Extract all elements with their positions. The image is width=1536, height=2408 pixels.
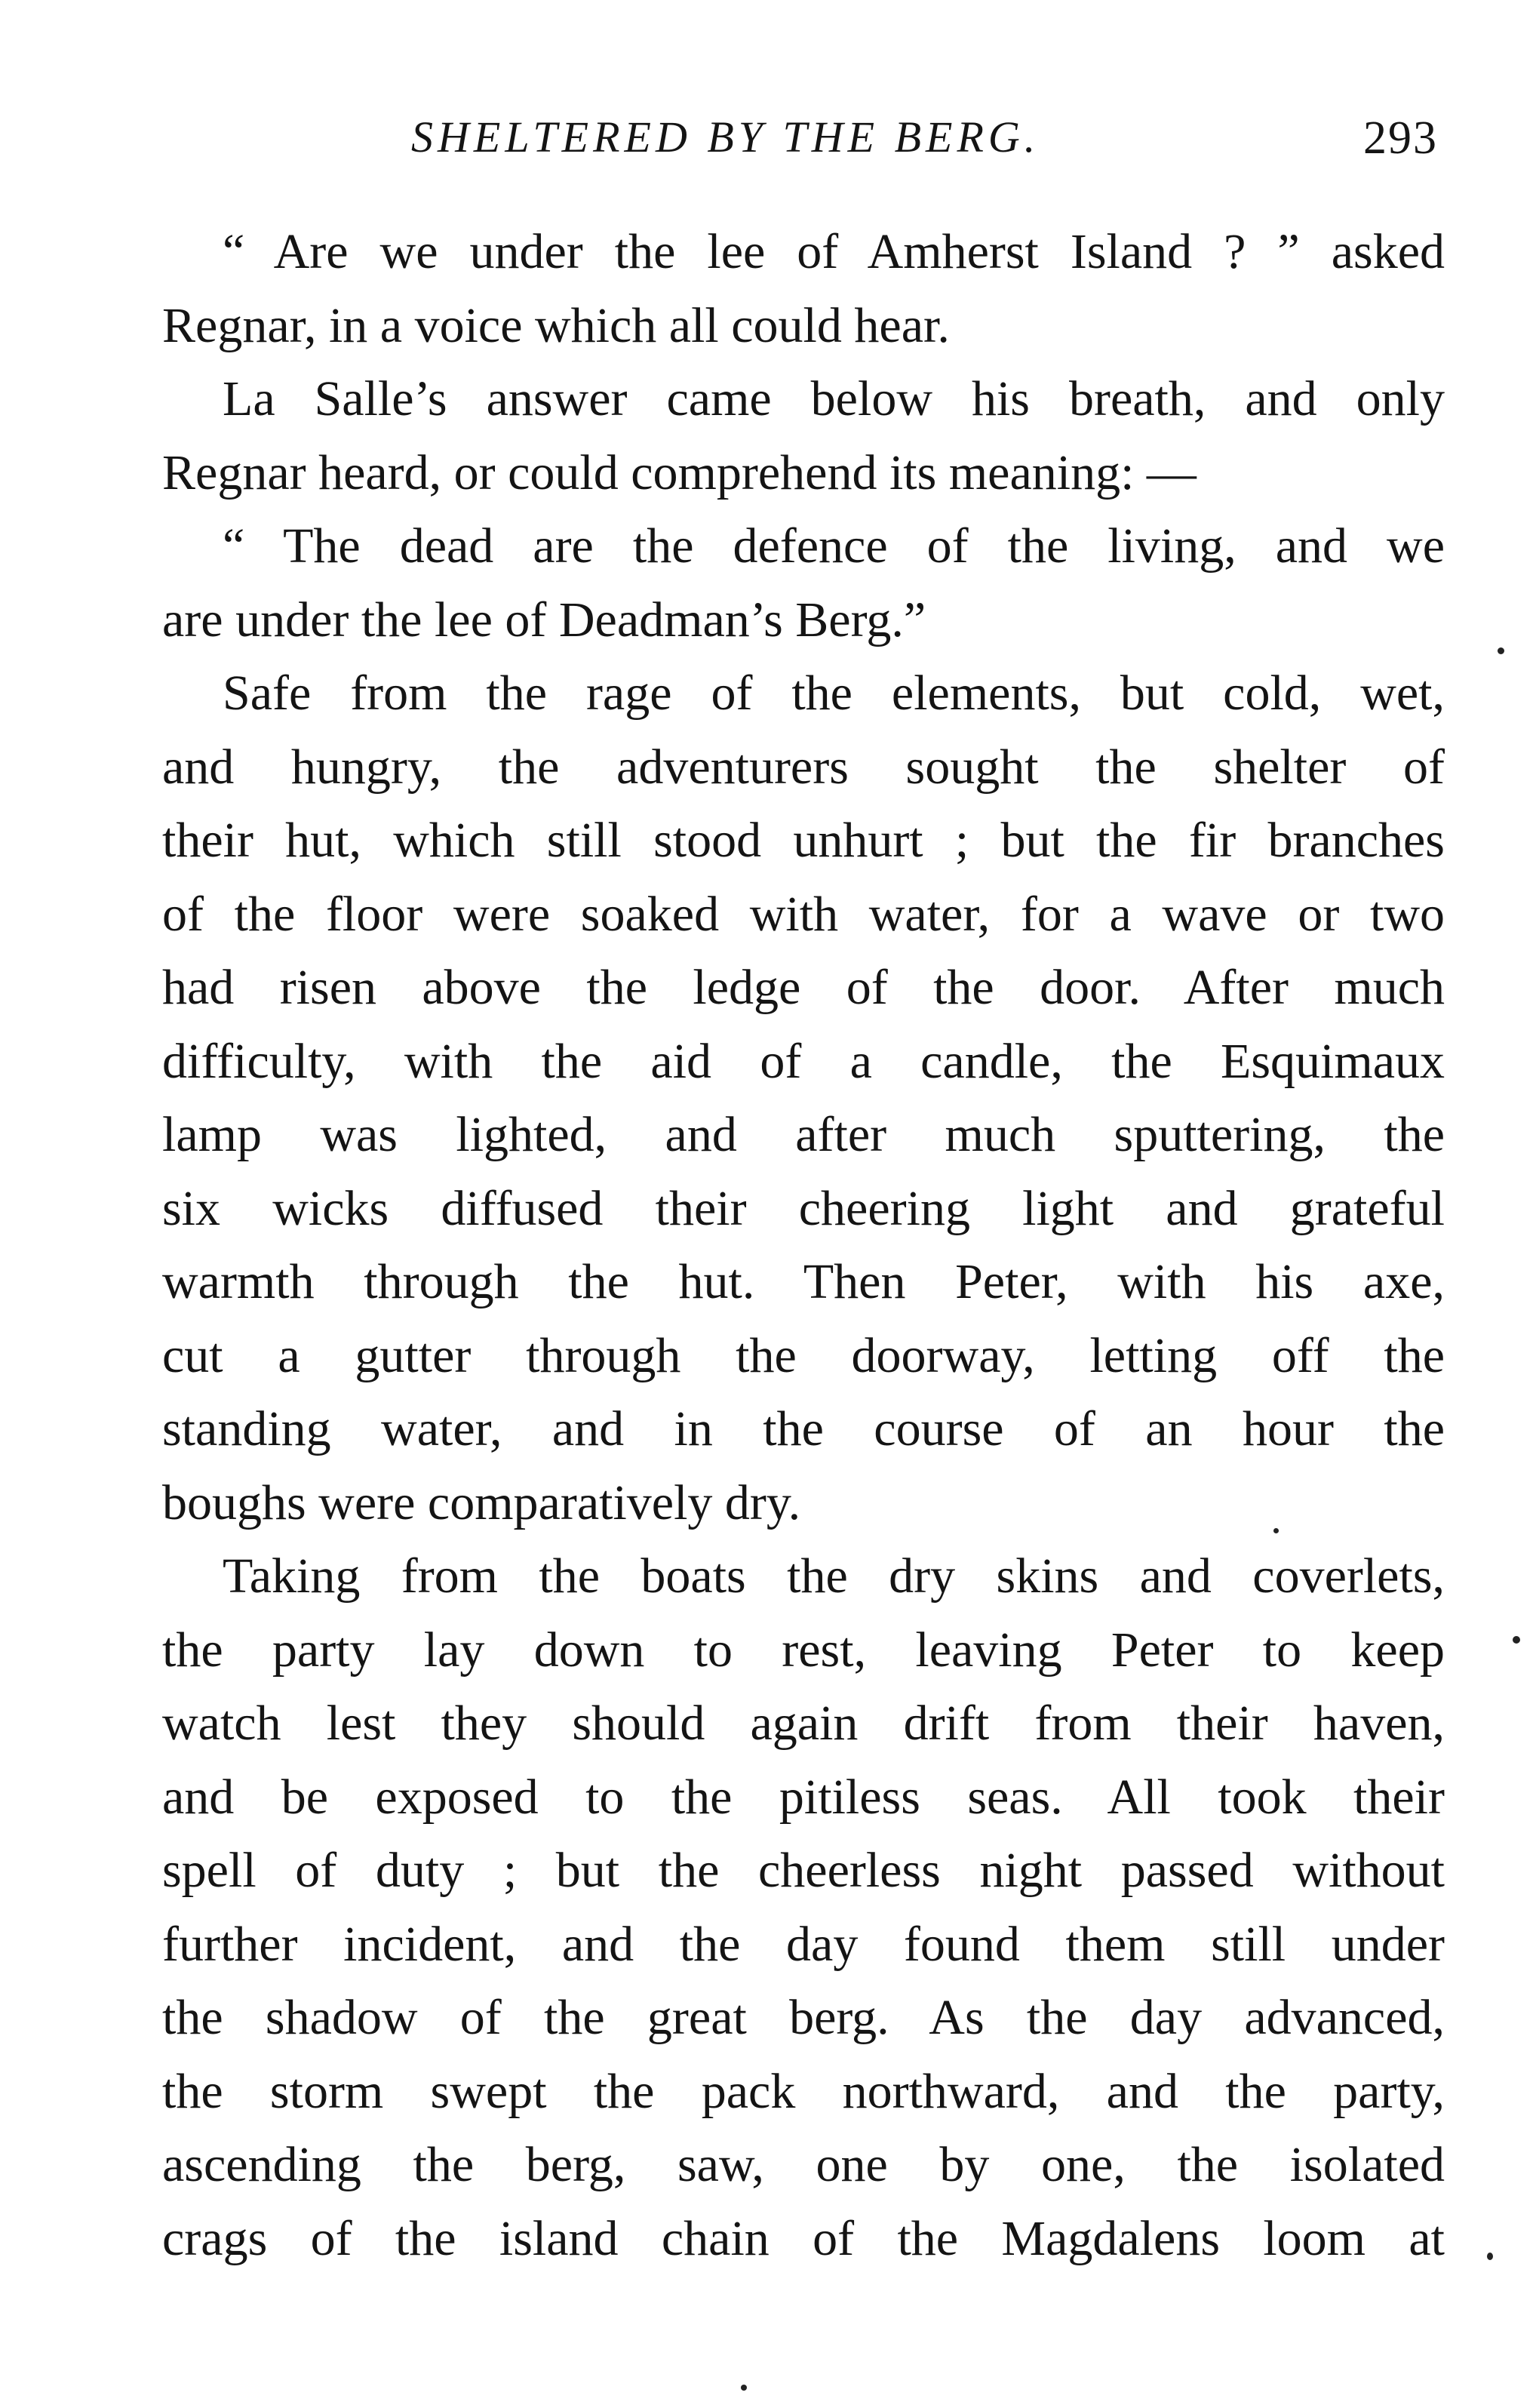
text-line: and be exposed to the pitiless seas. All took their — [162, 1769, 1445, 1825]
scan-speck — [1513, 1636, 1520, 1644]
text-line: are under the lee of Deadman’s Berg.” — [162, 592, 926, 647]
text-line: watch lest they should again drift from their haven, — [162, 1696, 1445, 1751]
text-line: Safe from the rage of the elements, but cold, wet, — [223, 666, 1445, 721]
text-line: Taking from the boats the dry skins and coverlets, — [223, 1548, 1445, 1604]
text-line: Regnar heard, or could comprehend its meaning: — — [162, 444, 1197, 500]
text-line: Regnar, in a voice which all could hear. — [162, 297, 950, 353]
text-line: had risen above the ledge of the door. After much — [162, 960, 1445, 1015]
text-line: “ Are we under the lee of Amherst Island ? ” asked — [223, 224, 1445, 279]
text-line: the shadow of the great berg. As the day advanced, — [162, 1990, 1445, 2045]
text-line: and hungry, the adventurers sought the shelter of — [162, 739, 1445, 795]
scan-speck — [1498, 647, 1504, 654]
page-number: 293 — [1363, 112, 1438, 164]
text-line: the party lay down to rest, leaving Peter to keep — [162, 1622, 1445, 1678]
text-line: warmth through the hut. Then Peter, with his axe, — [162, 1254, 1445, 1309]
scan-speck — [1273, 1528, 1279, 1533]
text-line: spell of duty ; but the cheerless night passed without — [162, 1843, 1445, 1898]
running-title: SHELTERED BY THE BERG. — [411, 112, 1040, 161]
text-line: further incident, and the day found them still under — [162, 1916, 1445, 1972]
text-line: difficulty, with the aid of a candle, the Esquimaux — [162, 1033, 1445, 1089]
text-line: boughs were comparatively dry. — [162, 1475, 801, 1530]
text-line: lamp was lighted, and after much sputtering, the — [162, 1107, 1445, 1162]
text-line: cut a gutter through the doorway, letting off the — [162, 1327, 1445, 1383]
text-line: their hut, which still stood unhurt ; but the fir branches — [162, 813, 1445, 868]
text-line: La Salle’s answer came below his breath, and only — [223, 371, 1445, 426]
text-line: standing water, and in the course of an hour the — [162, 1401, 1445, 1456]
text-line: the storm swept the pack northward, and the party, — [162, 2063, 1445, 2119]
body-text — [162, 215, 1445, 2275]
text-line: crags of the island chain of the Magdalens loom at — [162, 2210, 1445, 2266]
text-line: six wicks diffused their cheering light and grateful — [162, 1180, 1445, 1236]
scan-speck — [741, 2385, 747, 2391]
text-line: “ The dead are the defence of the living, and we — [223, 518, 1445, 574]
scan-speck — [1487, 2253, 1493, 2260]
text-line: of the floor were soaked with water, for a wave or two — [162, 886, 1445, 942]
text-line: ascending the berg, saw, one by one, the isolated — [162, 2137, 1445, 2192]
